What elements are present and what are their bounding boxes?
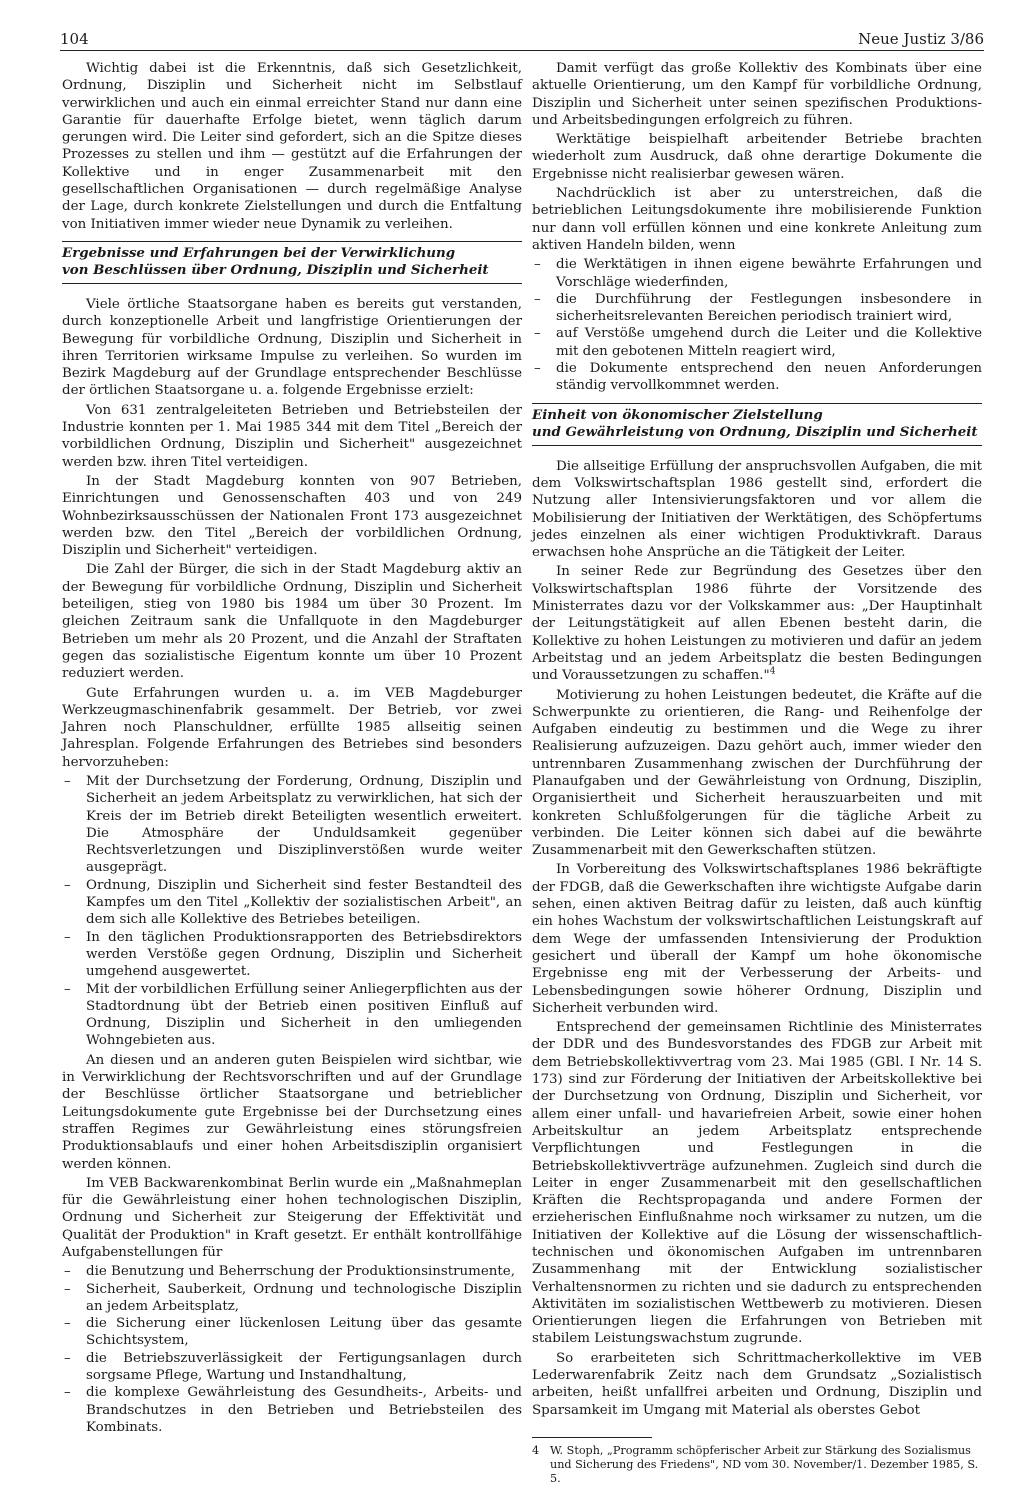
paragraph: An diesen und an anderen guten Beispielen wird sichtbar, wie in Verwirklichung der Rechtsvorschriften und auf der Grundlage der Beschlüsse örtlicher Staatsorgane und betrieblicher Leitungsdokumente gute Ergebnisse bei der Durchsetzung eines straffen Regimes zur Gewährleistung eines störungsfreien Produktionsablaufs und einer hohen Arbeitsdisziplin organisiert werden können. [62,1052,522,1172]
paragraph: Entsprechend der gemeinsamen Richtlinie des Ministerrates der DDR und des Bundesvorstandes des FDGB zur Arbeit mit dem Betriebskollektivvertrag vom 23. Mai 1985 (GBl. I Nr. 14 S. 173) sind zur Förderung der Initiativen der Arbeitskollektive bei der Durchsetzung von Ordnung, Disziplin und Sicherheit, vor allem einer unfall- und havariefreien Arbeit, sowie einer hohen Arbeitskultur an jedem Arbeitsplatz entsprechende Verpflichtungen und Festlegungen in die Betriebskollektivverträge aufzunehmen. Zugleich sind durch die Leiter in enger Zusammenarbeit mit den gesellschaftlichen Kräften die Rechtspropaganda und andere Formen der erzieherischen Einflußnahme noch wirksamer zu nutzen, um die Initiativen der Kollektive auf die Lösung der wissenschaftlich-technischen und ökonomischen Aufgaben im untrennbaren Zusammenhang mit der Entwicklung sozialistischer Verhaltensnormen zu richten und sie dadurch zu entsprechenden Aktivitäten im sozialistischen Wettbewerb zu motivieren. Diesen Orientierungen liegen die Erfahrungen von Betrieben mit stabilem Leistungswachstum zugrunde. [532,1020,982,1347]
section-heading-line: und Gewährleistung von Ordnung, Disziplin und Sicherheit [532,424,978,441]
paragraph: Damit verfügt das große Kollektiv des Kombinats über eine aktuelle Orientierung, um den Kampf für vorbildliche Ordnung, Disziplin und Sicherheit unter seinen spezifischen Produktions- und Arbeitsbedingungen erfolgreich zu führen. [532,61,982,128]
left-column [62,60,522,1438]
paragraph-text: In seiner Rede zur Begründung des Gesetzes über den Volkswirtschaftsplan 1986 führte der Vorsitzende des Ministerrates dazu vor der Volkskammer aus: „Der Hauptinhalt der Leitungstätigkeit auf allen Ebenen besteht darin, die Kollektive zu hohen Leistungen zu motivieren und dafür an jedem Arbeitstag und an jedem Arbeitsplatz die besten Bedingungen und Voraussetzungen zu schaffen." [532,564,982,684]
paragraph: Wichtig dabei ist die Erkenntnis, daß sich Gesetzlichkeit, Ordnung, Disziplin und Sicherheit nicht im Selbstlauf verwirklichen und auch ein einmal erreichter Stand nur dann eine Garantie für dauerhafte Erfolge bietet, wenn täglich darum gerungen wird. Die Leiter sind gefordert, sich an die Spitze dieses Prozesses zu stellen und ihm — gestützt auf die Erfahrungen der Kollektive und in enger Zusammenarbeit mit den gesellschaftlichen Organisationen — durch regelmäßige Analyse der Lage, durch konkrete Zielstellungen und durch die Entfaltung von Initiativen immer wieder neue Dynamik zu verleihen. [62,61,522,232]
footnote [532,1444,982,1486]
footnote-divider [532,1437,652,1438]
paragraph: Motivierung zu hohen Leistungen bedeutet, die Kräfte auf die Schwerpunkte zu orientieren, die Rang- und Reihenfolge der Aufgaben eindeutig zu bestimmen und die Wege zu ihrer Realisierung aufzuzeigen. Dazu gehört auch, immer wieder den untrennbaren Zusammenhang zwischen der Durchführung der Planaufgaben und der Gewährleistung von Ordnung, Disziplin, Organisiertheit und Sicherheit herauszuarbeiten und mit konkreten Schlußfolgerungen für die tägliche Arbeit zu verbinden. Die Leiter können sich dabei auf die bewährte Zusammenarbeit mit den Gewerkschaften stützen. [532,687,982,859]
footnote-number: 4 [532,1443,540,1457]
list-item: – die Durchführung der Festlegungen insbesondere in sicherheitsrelevanten Bereichen periodisch trainiert wird, [532,291,982,326]
list-item: – Ordnung, Disziplin und Sicherheit sind fester Bestandteil des Kampfes um den Titel „Kollektiv der sozialistischen Arbeit", an dem sich alle Kollektive des Betriebes beteiligen. [62,877,522,929]
list-item: – auf Verstöße umgehend durch die Leiter und die Kollektive mit den gebotenen Mitteln reagiert wird, [532,325,982,360]
list-item: – die komplexe Gewährleistung des Gesundheits-, Arbeits- und Brandschutzes in den Betrieben und Betriebsteilen des Kombinats. [62,1384,522,1436]
dash-list [62,773,522,1050]
paragraph: Von 631 zentralgeleiteten Betrieben und Betriebsteilen der Industrie konnten per 1. Mai 1985 344 mit dem Titel „Bereich der vorbildlichen Ordnung, Disziplin und Sicherheit" ausgezeichnet werden bzw. ihren Titel verteidigen. [62,402,522,470]
paragraph: Nachdrücklich ist aber zu unterstreichen, daß die betrieblichen Leitungsdokumente ihre mobilisierende Funktion nur dann voll erfüllen können und eine konkrete Anleitung zum aktiven Handeln bilden, wenn [532,186,982,253]
section-heading-line: von Beschlüssen über Ordnung, Disziplin und Sicherheit [62,262,489,279]
paragraph: In der Stadt Magdeburg konnten von 907 Betrieben, Einrichtungen und Genossenschaften 403 und von 249 Wohnbezirksausschüssen der Nationalen Front 173 ausgezeichnet werden bzw. den Titel „Bereich der vorbildlichen Ordnung, Disziplin und Sicherheit" verteidigen. [62,473,522,559]
section-heading [62,241,522,284]
list-item: – In den täglichen Produktionsrapporten des Betriebsdirektors werden Verstöße gegen Ordnung, Disziplin und Sicherheit umgehend ausgewertet. [62,929,522,981]
section-heading [532,403,982,446]
paragraph: Werktätige beispielhaft arbeitender Betriebe brachten wiederholt zum Ausdruck, daß ohne derartige Dokumente die Ergebnisse nicht realisierbar gewesen wären. [532,132,982,182]
dash-list [62,1263,522,1436]
section-heading-line: Ergebnisse und Erfahrungen bei der Verwirklichung [62,244,456,261]
footnote-text: W. Stoph, „Programm schöpferischer Arbeit zur Stärkung des Sozialismus und Sicherung des Friedens", ND vom 30. November/1. Dezember 1985, S. 5. [550,1443,979,1485]
list-item: – Sicherheit, Sauberkeit, Ordnung und technologische Disziplin an jedem Arbeitsplatz, [62,1281,522,1316]
paragraph: Im VEB Backwarenkombinat Berlin wurde ein „Maßnahmeplan für die Gewährleistung einer hohen technologischen Disziplin, Ordnung und Sicherheit zur Steigerung der Effektivität und Qualität der Produktion" in Kraft gesetzt. Er enthält kontrollfähige Aufgabenstellungen für [62,1175,522,1260]
paragraph: Gute Erfahrungen wurden u. a. im VEB Magdeburger Werkzeugmaschinenfabrik gesammelt. Der Betrieb, vor zwei Jahren noch Planschuldner, erfüllte 1985 allseitig seinen Jahresplan. Folgende Erfahrungen des Betriebes sind besonders hervorzuheben: [62,685,522,770]
list-item: – die Benutzung und Beherrschung der Produktionsinstrumente, [62,1263,522,1280]
list-item: – die Werktätigen in ihnen eigene bewährte Erfahrungen und Vorschläge wiederfinden, [532,256,982,291]
dash-list [532,256,982,394]
paragraph: Viele örtliche Staatsorgane haben es bereits gut verstanden, durch konzeptionelle Arbeit und langfristige Orientierungen der Bewegung für vorbildliche Ordnung, Disziplin und Sicherheit in ihren Territorien wirksame Impulse zu verleihen. So wurden im Bezirk Magdeburg auf der Grundlage entsprechender Beschlüsse der örtlichen Staatsorgane u. a. folgende Ergebnisse erzielt: [62,296,522,399]
page-header [60,26,984,51]
section-heading-line: Einheit von ökonomischer Zielstellung [532,406,823,423]
paragraph: Die Zahl der Bürger, die sich in der Stadt Magdeburg aktiv an der Bewegung für vorbildliche Ordnung, Disziplin und Sicherheit beteiligen, stieg von 1980 bis 1984 um über 30 Prozent. Im gleichen Zeitraum sank die Unfallquote in den Magdeburger Betrieben um mehr als 20 Prozent, und die Anzahl der Straftaten gegen das sozialistische Eigentum konnte um über 10 Prozent reduziert werden. [62,562,522,682]
list-item: – Mit der Durchsetzung der Forderung, Ordnung, Disziplin und Sicherheit an jedem Arbeitsplatz zu verwirklichen, hat sich der Kreis der im Betrieb direkt Beteiligten wesentlich erweitert. Die Atmosphäre der Unduldsamkeit gegenüber Rechtsverletzungen und Disziplinverstößen wurde weiter ausgeprägt. [62,773,522,877]
list-item: – die Dokumente entsprechend den neuen Anforderungen ständig vervollkommnet werden. [532,360,982,395]
right-column [532,60,982,1486]
paragraph: So erarbeiteten sich Schrittmacherkollektive im VEB Lederwarenfabrik Zeitz nach dem Grundsatz „Sozialistisch arbeiten, heißt unfallfrei arbeiten und Ordnung, Disziplin und Sparsamkeit im Umgang mit Material als oberstes Gebot [532,1350,982,1418]
list-item: – die Betriebszuverlässigkeit der Fertigungsanlagen durch sorgsame Pflege, Wartung und Instandhaltung, [62,1350,522,1385]
journal-title: Neue Justiz 3/86 [858,30,984,48]
paragraph [532,563,982,684]
footnote-reference: 4 [769,666,776,677]
list-item: – die Sicherung einer lückenlosen Leitung über das gesamte Schichtsystem, [62,1315,522,1350]
paragraph: In Vorbereitung des Volkswirtschaftsplanes 1986 bekräftigte der FDGB, daß die Gewerkschaften ihre wichtigste Aufgabe darin sehen, einen aktiven Beitrag dafür zu leisten, daß auch künftig ein hohes Wachstum der volkswirtschaftlichen Leistungskraft auf dem Wege der umfassenden Intensivierung der Produktion gesichert und überall der Kampf um hohe ökonomische Ergebnisse eng mit der Verbesserung der Arbeits- und Lebensbedingungen sowie höherer Ordnung, Disziplin und Sicherheit verbunden wird. [532,862,982,1016]
page-number: 104 [60,30,89,48]
list-item: – Mit der vorbildlichen Erfüllung seiner Anliegerpflichten aus der Stadtordnung übt der Betrieb einen positiven Einfluß auf Ordnung, Disziplin und Sicherheit in den umliegenden Wohngebieten aus. [62,981,522,1050]
paragraph: Die allseitige Erfüllung der anspruchsvollen Aufgaben, die mit dem Volkswirtschaftsplan 1986 gestellt sind, erfordert die Nutzung aller Intensivierungsfaktoren und vor allem die Mobilisierung der Initiativen der Werktätigen, des Schöpfertums jedes einzelnen als einer wichtigen Produktivkraft. Daraus erwachsen hohe Ansprüche an die Tätigkeit der Leiter. [532,458,982,561]
